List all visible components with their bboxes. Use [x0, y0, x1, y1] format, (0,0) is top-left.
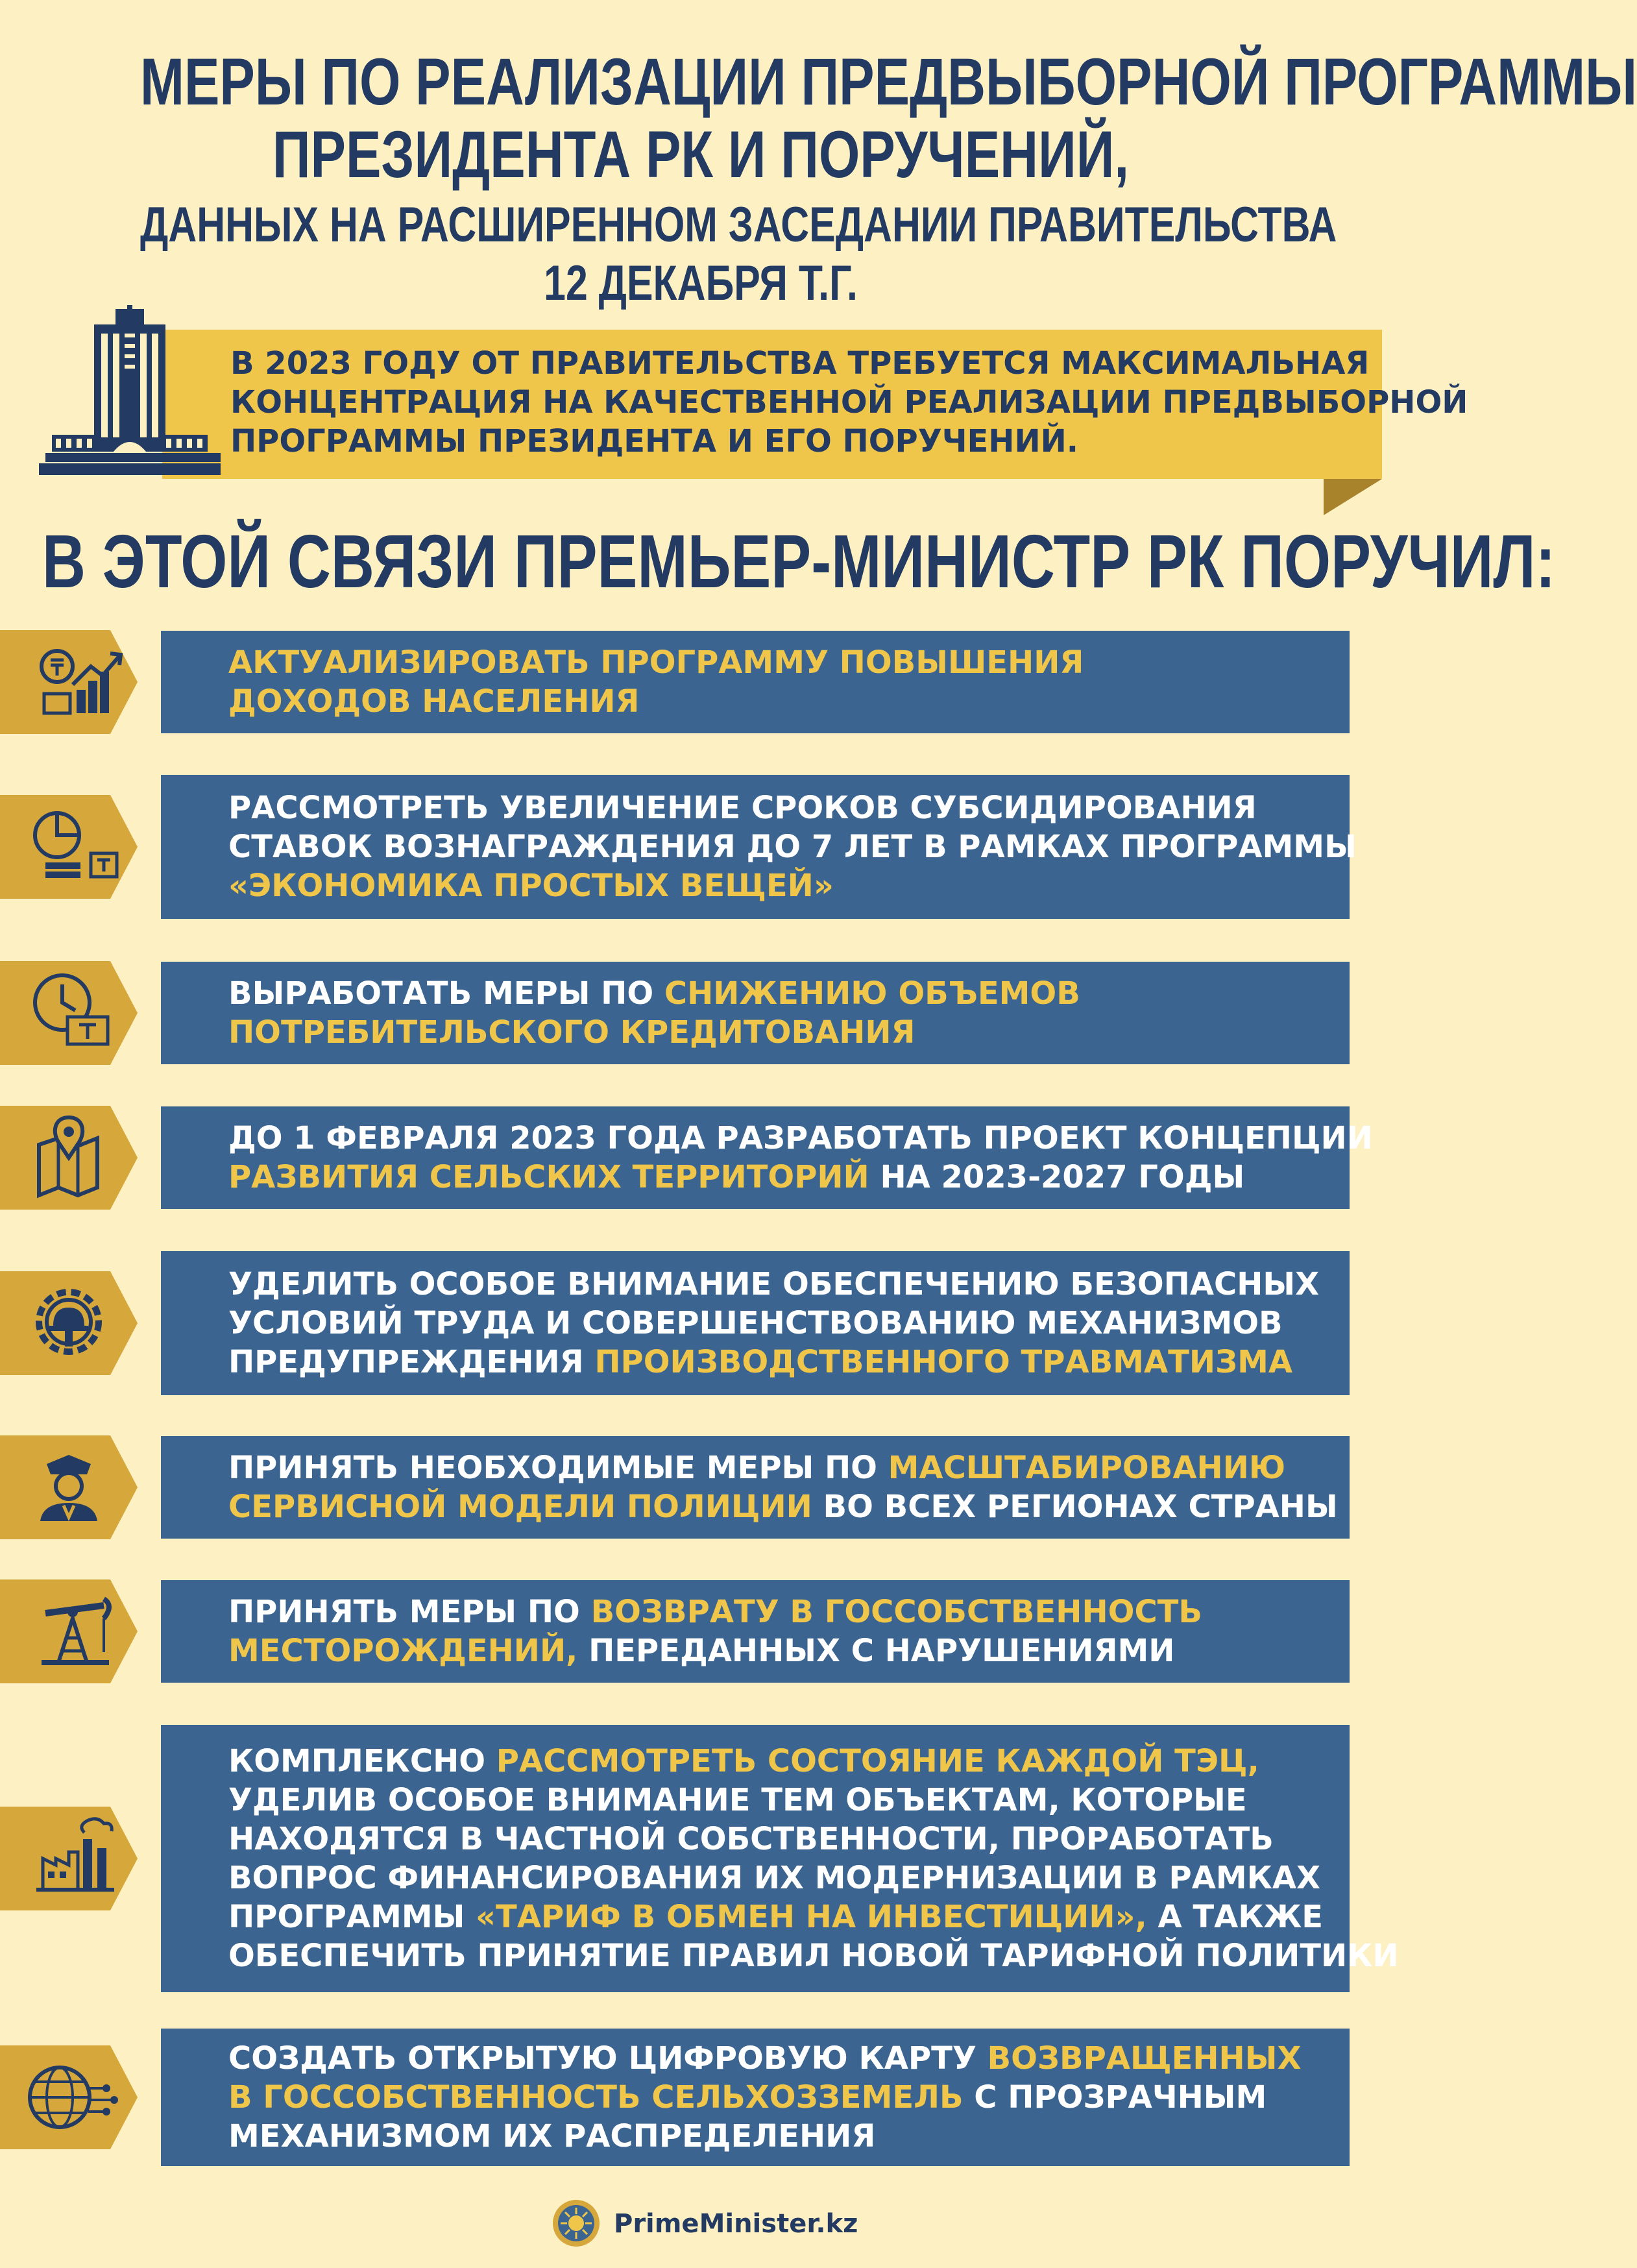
- safety-helmet-gear-icon: [0, 1271, 139, 1375]
- plain-text: СТАВОК ВОЗНАГРАЖДЕНИЯ ДО 7 ЛЕТ В РАМКАХ ПРОГРАММЫ: [228, 829, 1357, 865]
- highlight-text: ДОХОДОВ НАСЕЛЕНИЯ: [228, 683, 640, 720]
- instruction-text: [228, 1119, 1373, 1197]
- instruction-line: [228, 1265, 1344, 1304]
- plain-text: НАХОДЯТСЯ В ЧАСТНОЙ СОБСТВЕННОСТИ, ПРОРАБОТАТЬ: [228, 1821, 1274, 1857]
- footer-site: PrimeMinister.kz: [614, 2209, 858, 2239]
- intro-line-3: ПРОГРАММЫ ПРЕЗИДЕНТА И ЕГО ПОРУЧЕНИЙ.: [230, 423, 1079, 459]
- police-officer-icon: [0, 1435, 139, 1539]
- instruction-line: [228, 866, 1344, 905]
- instruction-text: [228, 788, 1357, 905]
- plain-text: МЕХАНИЗМОМ ИХ РАСПРЕДЕЛЕНИЯ: [228, 2118, 876, 2154]
- instruction-line: [228, 1859, 1344, 1897]
- highlight-text: СЕРВИСНОЙ МОДЕЛИ ПОЛИЦИИ: [228, 1489, 812, 1525]
- plain-text: ПРИНЯТЬ НЕОБХОДИМЫЕ МЕРЫ ПО: [228, 1450, 888, 1486]
- plain-text: ПРЕДУПРЕЖДЕНИЯ: [228, 1344, 595, 1380]
- highlight-text: РАЗВИТИЯ СЕЛЬСКИХ ТЕРРИТОРИЙ: [228, 1159, 869, 1195]
- intro-line-2: КОНЦЕНТРАЦИЯ НА КАЧЕСТВЕННОЙ РЕАЛИЗАЦИИ ПРЕДВЫБОРНОЙ: [230, 384, 1468, 421]
- instruction-line: [228, 1158, 1344, 1197]
- instruction-line: [228, 1304, 1344, 1343]
- title-line-4: 12 ДЕКАБРЯ Т.Г.: [544, 256, 858, 311]
- power-plant-icon: [0, 1807, 139, 1910]
- instruction-line: [228, 1820, 1344, 1859]
- instruction-line: [228, 2039, 1344, 2078]
- section-heading: В ЭТОЙ СВЯЗИ ПРЕМЬЕР-МИНИСТР РК ПОРУЧИЛ:: [42, 519, 1556, 604]
- instruction-line: [228, 1592, 1344, 1631]
- instruction-line: [228, 1487, 1344, 1526]
- title-line-2: ПРЕЗИДЕНТА РК И ПОРУЧЕНИЙ,: [272, 117, 1130, 191]
- plain-text: РАССМОТРЕТЬ УВЕЛИЧЕНИЕ СРОКОВ СУБСИДИРОВАНИЯ: [228, 790, 1257, 826]
- title-line-3: ДАННЫХ НА РАСШИРЕННОМ ЗАСЕДАНИИ ПРАВИТЕЛЬСТВА: [140, 197, 1337, 252]
- instruction-text: [228, 643, 1344, 721]
- plain-text: НА 2023-2027 ГОДЫ: [869, 1159, 1245, 1195]
- title-line-1: МЕРЫ ПО РЕАЛИЗАЦИИ ПРЕДВЫБОРНОЙ ПРОГРАММЫ: [140, 45, 1637, 119]
- instruction-text: [228, 974, 1344, 1052]
- oil-pump-icon: [0, 1579, 139, 1683]
- plain-text: ВОПРОС ФИНАНСИРОВАНИЯ ИХ МОДЕРНИЗАЦИИ В РАМКАХ: [228, 1860, 1321, 1896]
- instruction-line: [228, 1897, 1344, 1936]
- credit-clock-icon: [0, 961, 139, 1065]
- subsidy-chart-icon: [0, 795, 139, 899]
- plain-text: А ТАКЖЕ: [1146, 1899, 1323, 1935]
- intro-text: [230, 344, 1468, 461]
- plain-text: УСЛОВИЙ ТРУДА И СОВЕРШЕНСТВОВАНИЮ МЕХАНИЗМОВ: [228, 1305, 1283, 1341]
- instruction-line: [228, 682, 1344, 721]
- instruction-line: [228, 788, 1344, 827]
- instruction-line: [228, 1343, 1344, 1382]
- instruction-line: [228, 2078, 1344, 2117]
- plain-text: УДЕЛИВ ОСОБОЕ ВНИМАНИЕ ТЕМ ОБЪЕКТАМ, КОТОРЫЕ: [228, 1782, 1247, 1818]
- highlight-text: МАСШТАБИРОВАНИЮ: [888, 1450, 1286, 1486]
- instruction-line: [228, 1119, 1373, 1158]
- instruction-line: [228, 1448, 1344, 1487]
- instruction-line: [228, 2117, 1344, 2156]
- plain-text: ВЫРАБОТАТЬ МЕРЫ ПО: [228, 975, 664, 1012]
- instruction-text: [228, 1592, 1344, 1670]
- plain-text: ОБЕСПЕЧИТЬ ПРИНЯТИЕ ПРАВИЛ НОВОЙ ТАРИФНОЙ ПОЛИТИКИ: [228, 1938, 1399, 1974]
- instruction-line: [228, 643, 1344, 682]
- instruction-line: [228, 974, 1344, 1013]
- plain-text: ПРОГРАММЫ: [228, 1899, 476, 1935]
- plain-text: ВО ВСЕХ РЕГИОНАХ СТРАНЫ: [812, 1489, 1338, 1525]
- plain-text: ПЕРЕДАННЫХ С НАРУШЕНИЯМИ: [577, 1633, 1175, 1669]
- highlight-text: ВОЗВРАТУ В ГОССОБСТВЕННОСТЬ: [590, 1594, 1203, 1630]
- instruction-line: [228, 827, 1357, 866]
- plain-text: СОЗДАТЬ ОТКРЫТУЮ ЦИФРОВУЮ КАРТУ: [228, 2040, 988, 2077]
- instruction-line: [228, 1013, 1344, 1052]
- instruction-line: [228, 1742, 1344, 1781]
- highlight-text: АКТУАЛИЗИРОВАТЬ ПРОГРАММУ ПОВЫШЕНИЯ: [228, 644, 1084, 681]
- plain-text: С ПРОЗРАЧНЫМ: [963, 2079, 1267, 2116]
- instruction-text: [228, 1742, 1399, 1975]
- highlight-text: СНИЖЕНИЮ ОБЪЕМОВ: [664, 975, 1080, 1012]
- highlight-text: ПОТРЕБИТЕЛЬСКОГО КРЕДИТОВАНИЯ: [228, 1014, 916, 1051]
- instruction-text: [228, 1265, 1344, 1382]
- instruction-line: [228, 1781, 1344, 1820]
- highlight-text: В ГОССОБСТВЕННОСТЬ СЕЛЬХОЗЗЕМЕЛЬ: [228, 2079, 964, 2116]
- intro-banner-fold: [1324, 479, 1382, 515]
- highlight-text: МЕСТОРОЖДЕНИЙ,: [228, 1633, 578, 1669]
- instruction-text: [228, 1448, 1344, 1526]
- highlight-text: ВОЗВРАЩЕННЫХ: [987, 2040, 1302, 2077]
- highlight-text: ПРОИЗВОДСТВЕННОГО ТРАВМАТИЗМА: [594, 1344, 1293, 1380]
- digital-globe-icon: [0, 2045, 139, 2149]
- plain-text: КОМПЛЕКСНО: [228, 1743, 496, 1779]
- instruction-text: [228, 2039, 1344, 2156]
- plain-text: ДО 1 ФЕВРАЛЯ 2023 ГОДА РАЗРАБОТАТЬ ПРОЕКТ КОНЦЕПЦИИ: [228, 1120, 1373, 1156]
- highlight-text: «ЭКОНОМИКА ПРОСТЫХ ВЕЩЕЙ»: [228, 868, 834, 904]
- instruction-line: [228, 1936, 1399, 1975]
- income-growth-icon: [0, 630, 139, 734]
- plain-text: УДЕЛИТЬ ОСОБОЕ ВНИМАНИЕ ОБЕСПЕЧЕНИЮ БЕЗОПАСНЫХ: [228, 1266, 1320, 1302]
- intro-line-1: В 2023 ГОДУ ОТ ПРАВИТЕЛЬСТВА ТРЕБУЕТСЯ МАКСИМАЛЬНАЯ: [230, 345, 1370, 382]
- page-title: [140, 45, 1637, 313]
- highlight-text: «ТАРИФ В ОБМЕН НА ИНВЕСТИЦИИ»,: [476, 1899, 1147, 1935]
- highlight-text: РАССМОТРЕТЬ СОСТОЯНИЕ КАЖДОЙ ТЭЦ,: [496, 1743, 1259, 1779]
- instruction-line: [228, 1631, 1344, 1670]
- map-pin-icon: [0, 1106, 139, 1210]
- government-building-icon: [39, 305, 221, 480]
- emblem-logo-icon: [552, 2199, 601, 2248]
- plain-text: ПРИНЯТЬ МЕРЫ ПО: [228, 1594, 591, 1630]
